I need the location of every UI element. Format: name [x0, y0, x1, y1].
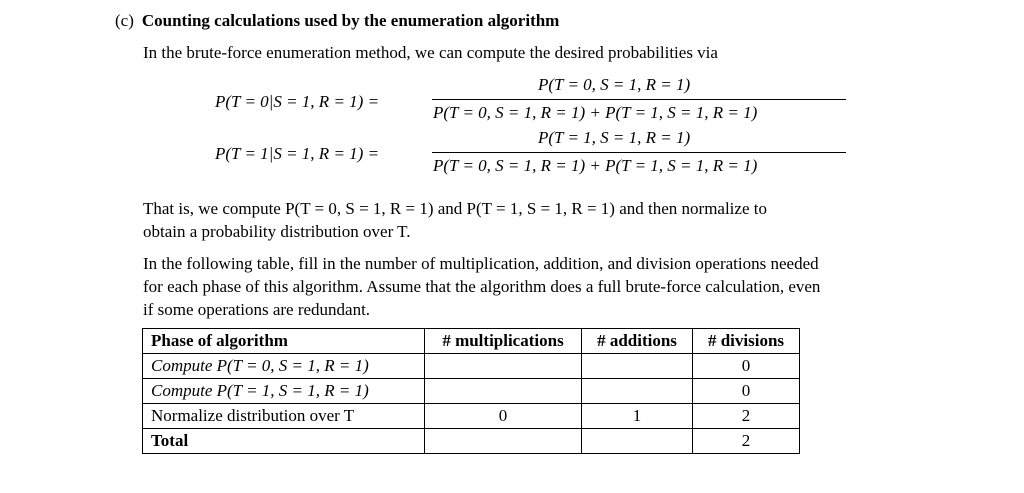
multiplications-cell[interactable] — [425, 379, 582, 404]
table-row — [143, 354, 800, 379]
paragraph-2-line-1: In the following table, fill in the number of multiplication, addition, and division operations needed — [143, 254, 819, 273]
divisions-cell: 2 — [693, 404, 800, 429]
operations-table — [142, 328, 800, 454]
paragraph-1-line-1: That is, we compute P(T = 0, S = 1, R = 1) and P(T = 1, S = 1, R = 1) and then normalize to — [143, 199, 767, 218]
divisions-cell: 0 — [693, 379, 800, 404]
equation-1-denominator: P(T = 0, S = 1, R = 1) + P(T = 1, S = 1, R = 1) — [433, 103, 758, 122]
section-title: Counting calculations used by the enumeration algorithm — [141, 11, 560, 30]
equation-1-numerator: P(T = 0, S = 1, R = 1) — [538, 75, 691, 94]
equation-2-lhs: P(T = 1|S = 1, R = 1) = — [215, 144, 380, 163]
table-header-row — [143, 329, 800, 354]
divisions-cell: 2 — [693, 429, 800, 454]
row-phase-cell: Normalize distribution over T — [143, 404, 425, 429]
additions-cell[interactable] — [582, 354, 693, 379]
equation-1-lhs: P(T = 0|S = 1, R = 1) = — [215, 92, 380, 111]
intro-text: In the brute-force enumeration method, we can compute the desired probabilities via — [143, 43, 718, 62]
header-divisions: # divisions — [693, 329, 800, 354]
equation-2-denominator: P(T = 0, S = 1, R = 1) + P(T = 1, S = 1, R = 1) — [433, 156, 758, 175]
multiplications-cell[interactable] — [425, 429, 582, 454]
equation-2-fraction-bar — [432, 152, 846, 153]
row-phase-cell: Compute P(T = 1, S = 1, R = 1) — [143, 379, 425, 404]
equation-2-numerator: P(T = 1, S = 1, R = 1) — [538, 128, 691, 147]
paragraph-2-line-2: for each phase of this algorithm. Assume that the algorithm does a full brute-force calculation, even — [143, 277, 821, 296]
multiplications-cell: 0 — [425, 404, 582, 429]
divisions-cell: 0 — [693, 354, 800, 379]
paragraph-2-line-3: if some operations are redundant. — [143, 300, 371, 319]
header-additions: # additions — [582, 329, 693, 354]
paragraph-1-line-2: obtain a probability distribution over T. — [143, 222, 411, 241]
additions-cell[interactable] — [582, 429, 693, 454]
row-phase-cell: Compute P(T = 0, S = 1, R = 1) — [143, 354, 425, 379]
table-total-row — [143, 429, 800, 454]
row-phase-cell: Total — [143, 429, 425, 454]
section-heading — [115, 10, 559, 32]
table-row — [143, 404, 800, 429]
equation-1-fraction-bar — [432, 99, 846, 100]
section-label: (c) — [115, 11, 134, 30]
header-phase: Phase of algorithm — [143, 329, 425, 354]
additions-cell: 1 — [582, 404, 693, 429]
table-row — [143, 379, 800, 404]
header-multiplications: # multiplications — [425, 329, 582, 354]
additions-cell[interactable] — [582, 379, 693, 404]
multiplications-cell[interactable] — [425, 354, 582, 379]
